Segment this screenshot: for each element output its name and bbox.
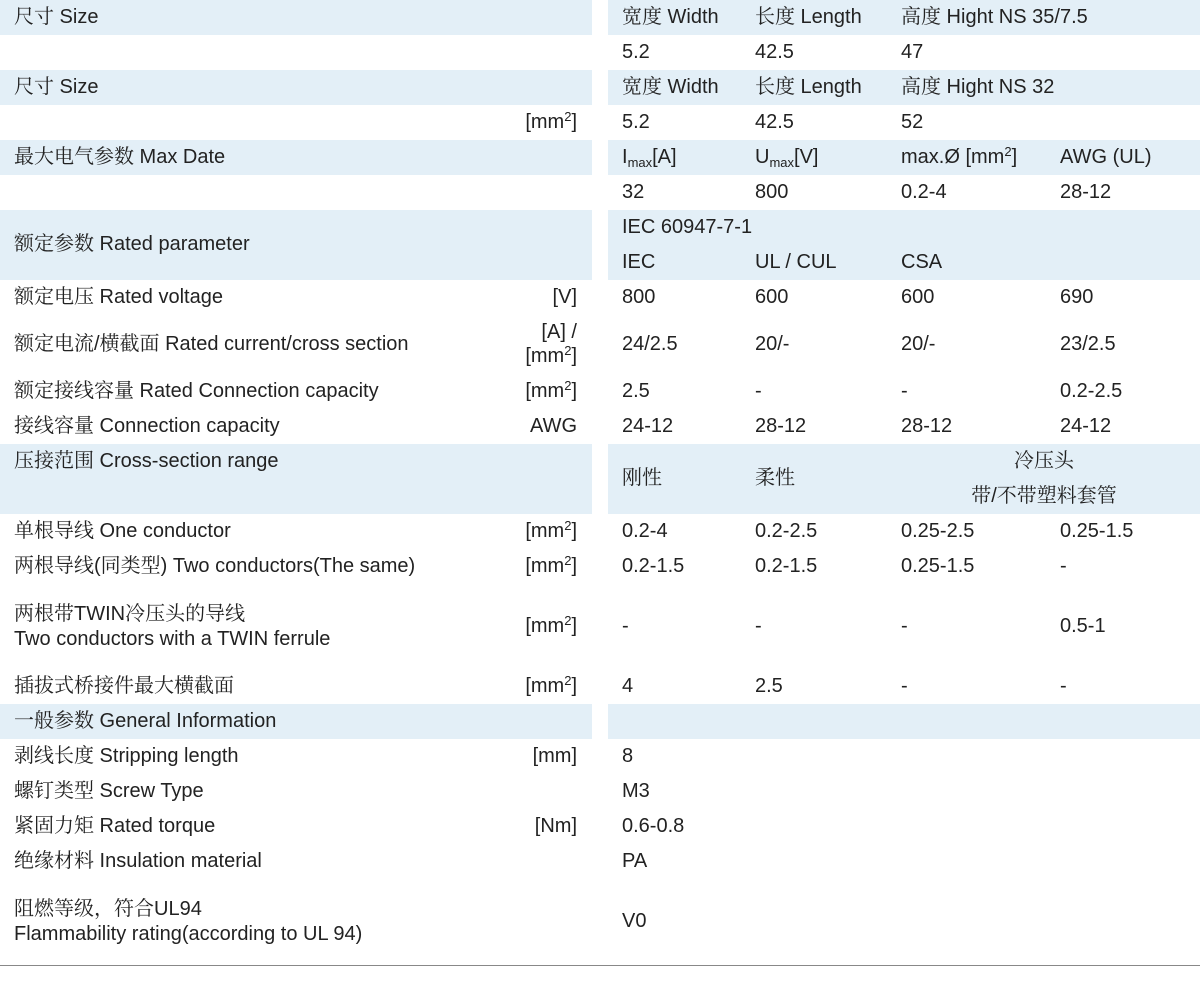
cell-value: 2.5 <box>755 675 783 697</box>
col-rigid-header: 刚性 <box>622 467 662 489</box>
col-height-header: 高度 Hight NS 35/7.5 <box>901 6 1088 28</box>
unit-label: $[mm^2]$ <box>525 673 577 697</box>
cell-value: 23/2.5 <box>1060 333 1116 355</box>
row-label: 单根导线 One conductor <box>14 520 231 542</box>
unit-label: [V] <box>552 286 577 308</box>
row-flammability <box>0 879 1200 964</box>
row-rated-connection <box>0 374 1200 409</box>
col-length-header: 长度 Length <box>755 6 862 28</box>
cell-value: 800 <box>755 181 789 203</box>
cell-value: 4 <box>622 675 634 697</box>
col-max-diameter-header: max.Ø $[mm^2]$ <box>901 144 1018 168</box>
row-label: 剥线长度 Stripping length <box>14 745 239 767</box>
row-rated-torque <box>0 809 1200 844</box>
row-rated-voltage <box>0 280 1200 315</box>
row-label: 额定电压 Rated voltage <box>14 286 223 308</box>
row-max-data <box>0 140 1200 175</box>
col-flexible-header: 柔性 <box>755 467 795 489</box>
row-rated-parameter <box>0 210 1200 280</box>
row-label: 额定电流/横截面 Rated current/cross section <box>14 333 409 355</box>
row-label: 两根导线(同类型) Two conductors(The same) <box>14 555 416 577</box>
cell-value: 0.5-1 <box>1060 615 1106 637</box>
standard-label: IEC 60947-7-1 <box>622 216 753 238</box>
cell-value: 0.25-1.5 <box>901 555 975 577</box>
cell-value: 690 <box>1060 286 1094 308</box>
row-label: 螺钉类型 Screw Type <box>14 780 204 802</box>
row-two-conductors-twin <box>0 584 1200 669</box>
row-label-line2: Flammability rating(according to UL 94) <box>14 923 363 945</box>
row-stripping-length <box>0 739 1200 774</box>
cell-value: 28-12 <box>901 415 953 437</box>
cell-value: PA <box>622 850 648 872</box>
col-awg-header: AWG (UL) <box>1060 146 1152 168</box>
cell-value: 0.2-1.5 <box>622 555 685 577</box>
row-size-ns35 <box>0 0 1200 35</box>
row-label: 插拔式桥接件最大横截面 <box>14 675 234 697</box>
row-label: 尺寸 Size <box>14 76 99 98</box>
row-label-line2: Two conductors with a TWIN ferrule <box>14 628 331 650</box>
cell-value: - <box>901 380 908 402</box>
row-label: 尺寸 Size <box>14 6 99 28</box>
cell-value: 24-12 <box>622 415 674 437</box>
unit-label: $[mm^2]$ <box>525 109 577 133</box>
col-width-header: 宽度 Width <box>622 76 719 98</box>
cell-value: 5.2 <box>622 41 650 63</box>
cell-value: 0.2-4 <box>622 520 668 542</box>
cell-value: 0.25-1.5 <box>1060 520 1134 542</box>
row-label: 绝缘材料 Insulation material <box>14 850 262 872</box>
col-umax-header: $U_{max}[V]$ <box>755 146 819 170</box>
col-width-header: 宽度 Width <box>622 6 719 28</box>
row-bridge <box>0 669 1200 704</box>
cell-value: - <box>755 380 762 402</box>
cell-value: - <box>622 615 629 637</box>
cell-value: 24-12 <box>1060 415 1112 437</box>
unit-label: $[mm^2]$ <box>525 343 577 367</box>
col-height-header: 高度 Hight NS 32 <box>901 76 1055 98</box>
cell-value: 52 <box>901 111 924 133</box>
row-label: 接线容量 Connection capacity <box>14 415 280 437</box>
cell-value: 20/- <box>901 333 936 355</box>
col-imax-header: $I_{max}[A]$ <box>622 146 677 170</box>
row-label: 额定参数 Rated parameter <box>14 233 250 255</box>
unit-label: $[mm^2]$ <box>525 518 577 542</box>
row-insulation-material <box>0 844 1200 879</box>
cell-value: 0.25-2.5 <box>901 520 975 542</box>
col-ferrule-subheader: 带/不带塑料套管 <box>971 485 1117 507</box>
cell-value: 42.5 <box>755 111 794 133</box>
cell-value: 24/2.5 <box>622 333 678 355</box>
cell-value: - <box>755 615 762 637</box>
row-size-ns32-values <box>0 105 1200 140</box>
cell-value: 0.2-1.5 <box>755 555 818 577</box>
unit-label: [Nm] <box>534 815 577 837</box>
cell-value: 0.2-4 <box>901 181 947 203</box>
cell-value: 42.5 <box>755 41 794 63</box>
row-label: 额定接线容量 Rated Connection capacity <box>14 380 379 402</box>
cell-value: 28-12 <box>755 415 807 437</box>
cell-value: 600 <box>901 286 935 308</box>
row-general-information <box>0 704 1200 739</box>
row-screw-type <box>0 774 1200 809</box>
cell-value: - <box>1060 555 1067 577</box>
unit-label: [mm] <box>532 745 577 767</box>
col-length-header: 长度 Length <box>755 76 862 98</box>
row-label-line1: 两根带TWIN冷压头的导线 <box>14 603 246 625</box>
cell-value: M3 <box>622 780 650 802</box>
unit-label: AWG <box>529 415 577 437</box>
cell-value: 0.2-2.5 <box>1060 380 1123 402</box>
cell-value: 0.2-2.5 <box>755 520 818 542</box>
row-rated-current <box>0 315 1200 374</box>
col-ul-header: UL / CUL <box>755 251 837 273</box>
row-label: 一般参数 General Information <box>14 710 277 732</box>
col-iec-header: IEC <box>622 251 656 273</box>
cell-value: - <box>1060 675 1067 697</box>
row-label: 紧固力矩 Rated torque <box>14 815 216 837</box>
row-one-conductor <box>0 514 1200 549</box>
unit-label: $[mm^2]$ <box>525 378 577 402</box>
row-two-conductors-same <box>0 549 1200 584</box>
cell-value: V0 <box>622 910 647 932</box>
cell-value: 0.6-0.8 <box>622 815 685 837</box>
unit-label: $[mm^2]$ <box>525 613 577 637</box>
cell-value: - <box>901 615 908 637</box>
bottom-divider <box>0 965 1200 966</box>
cell-value: 47 <box>901 41 924 63</box>
row-size-ns32 <box>0 70 1200 105</box>
unit-label: $[mm^2]$ <box>525 553 577 577</box>
cell-value: 20/- <box>755 333 790 355</box>
unit-label: [A] / <box>541 321 577 343</box>
cell-value: - <box>901 675 908 697</box>
cell-value: 28-12 <box>1060 181 1112 203</box>
row-label: 最大电气参数 Max Date <box>14 146 226 168</box>
row-label-line1: 阻燃等级，符合UL94 <box>14 898 202 920</box>
cell-value: 2.5 <box>622 380 650 402</box>
cell-value: 600 <box>755 286 789 308</box>
row-label: 压接范围 Cross-section range <box>14 450 279 472</box>
row-size-ns35-values <box>0 35 1200 70</box>
row-connection-capacity <box>0 409 1200 444</box>
cell-value: 32 <box>622 181 645 203</box>
col-ferrule-header: 冷压头 <box>1014 450 1074 472</box>
cell-value: 800 <box>622 286 656 308</box>
row-max-values <box>0 175 1200 210</box>
cell-value: 5.2 <box>622 111 650 133</box>
row-cross-section <box>0 444 1200 514</box>
col-csa-header: CSA <box>901 251 943 273</box>
cell-value: 8 <box>622 745 634 767</box>
